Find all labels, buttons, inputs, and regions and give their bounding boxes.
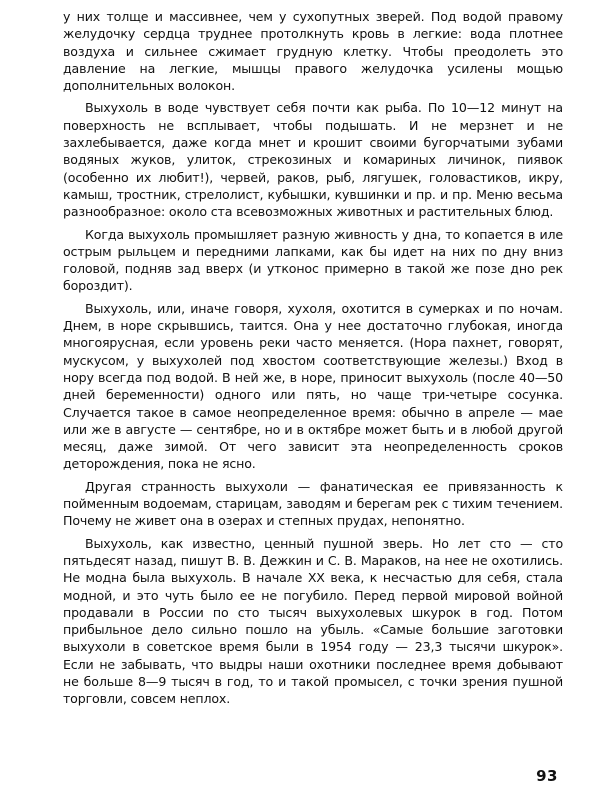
paragraph-3: Когда выхухоль промышляет разную живность у дна, то копается в иле острым рыльцем и передними лапками, как бы идет на них по дну вниз головой, подняв зад вверх (и утконос примерно в такой же позе дно рек бороздит).: [63, 226, 563, 294]
page-number: 93: [536, 767, 558, 785]
paragraph-2: Выхухоль в воде чувствует себя почти как рыба. По 10—12 минут на поверхность не всплывает, чтобы подышать. И не мерзнет и не захлебывается, даже когда мнет и крошит своими бугорчатыми зубами водяных жуков, улиток, стрекозиных и комариных личинок, пиявок (особенно их любит!), червей, раков, рыб, лягушек, головастиков, икру, камыш, тростник, стрелолист, кубышки, кувшинки и пр. и пр. Меню весьма разнообразное: около ста всевозможных животных и растительных блюд.: [63, 100, 563, 220]
paragraph-6: Выхухоль, как известно, ценный пушной зверь. Но лет сто — сто пятьдесят назад, пишут В. В. Дежкин и С. В. Мараков, на нее не охотились. Не модна была выхухоль. В начале XX века, к несчастью для себя, стала модной, и это чуть было ее не погубило. Перед первой мировой войной продавали в России по сто тысяч выхухолевых шкурок в год. Потом прибыльное дело сильно пошло на убыль. «Самые большие заготовки выхухоли в советское время были в 1954 году — 23,3 тысячи шкурок». Если не забывать, что выдры наши охотники последнее время добывают не больше 8—9 тысяч в год, то и такой промысел, с точки зрения пушной торговли, совсем неплох.: [63, 535, 563, 707]
page-body: [63, 8, 563, 713]
paragraph-5: Другая странность выхухоли — фанатическая ее привязанность к пойменным водоемам, старицам, заводям и берегам рек с тихим течением. Почему не живет она в озерах и степных прудах, непонятно.: [63, 478, 563, 529]
paragraph-1: у них толще и массивнее, чем у сухопутных зверей. Под водой правому желудочку сердца труднее протолкнуть кровь в легкие: вода плотнее воздуха и сильнее сжимает грудную клетку. Чтобы преодолеть это давление на легкие, мышцы правого желудочка усилены мощью дополнительных волокон.: [63, 9, 563, 94]
paragraph-4: Выхухоль, или, иначе говоря, хухоля, охотится в сумерках и по ночам. Днем, в норе скрывшись, таится. Она у нее достаточно глубокая, иногда многоярусная, если уровень реки часто меняется. (Нора пахнет, говорят, мускусом, у выхухолей под хвостом соответствующие железы.) Вход в нору всегда под водой. В ней же, в норе, приносит выхухоль (после 40—50 дней беременности) одного или пять, но чаще три-четыре сосунка. Случается такое в самое неопределенное время: обычно в апреле — мае или же в августе — сентябре, но и в октябре может быть и в любой другой месяц, даже зимой. От чего зависит эта неопределенность сроков деторождения, пока не ясно.: [63, 300, 563, 472]
